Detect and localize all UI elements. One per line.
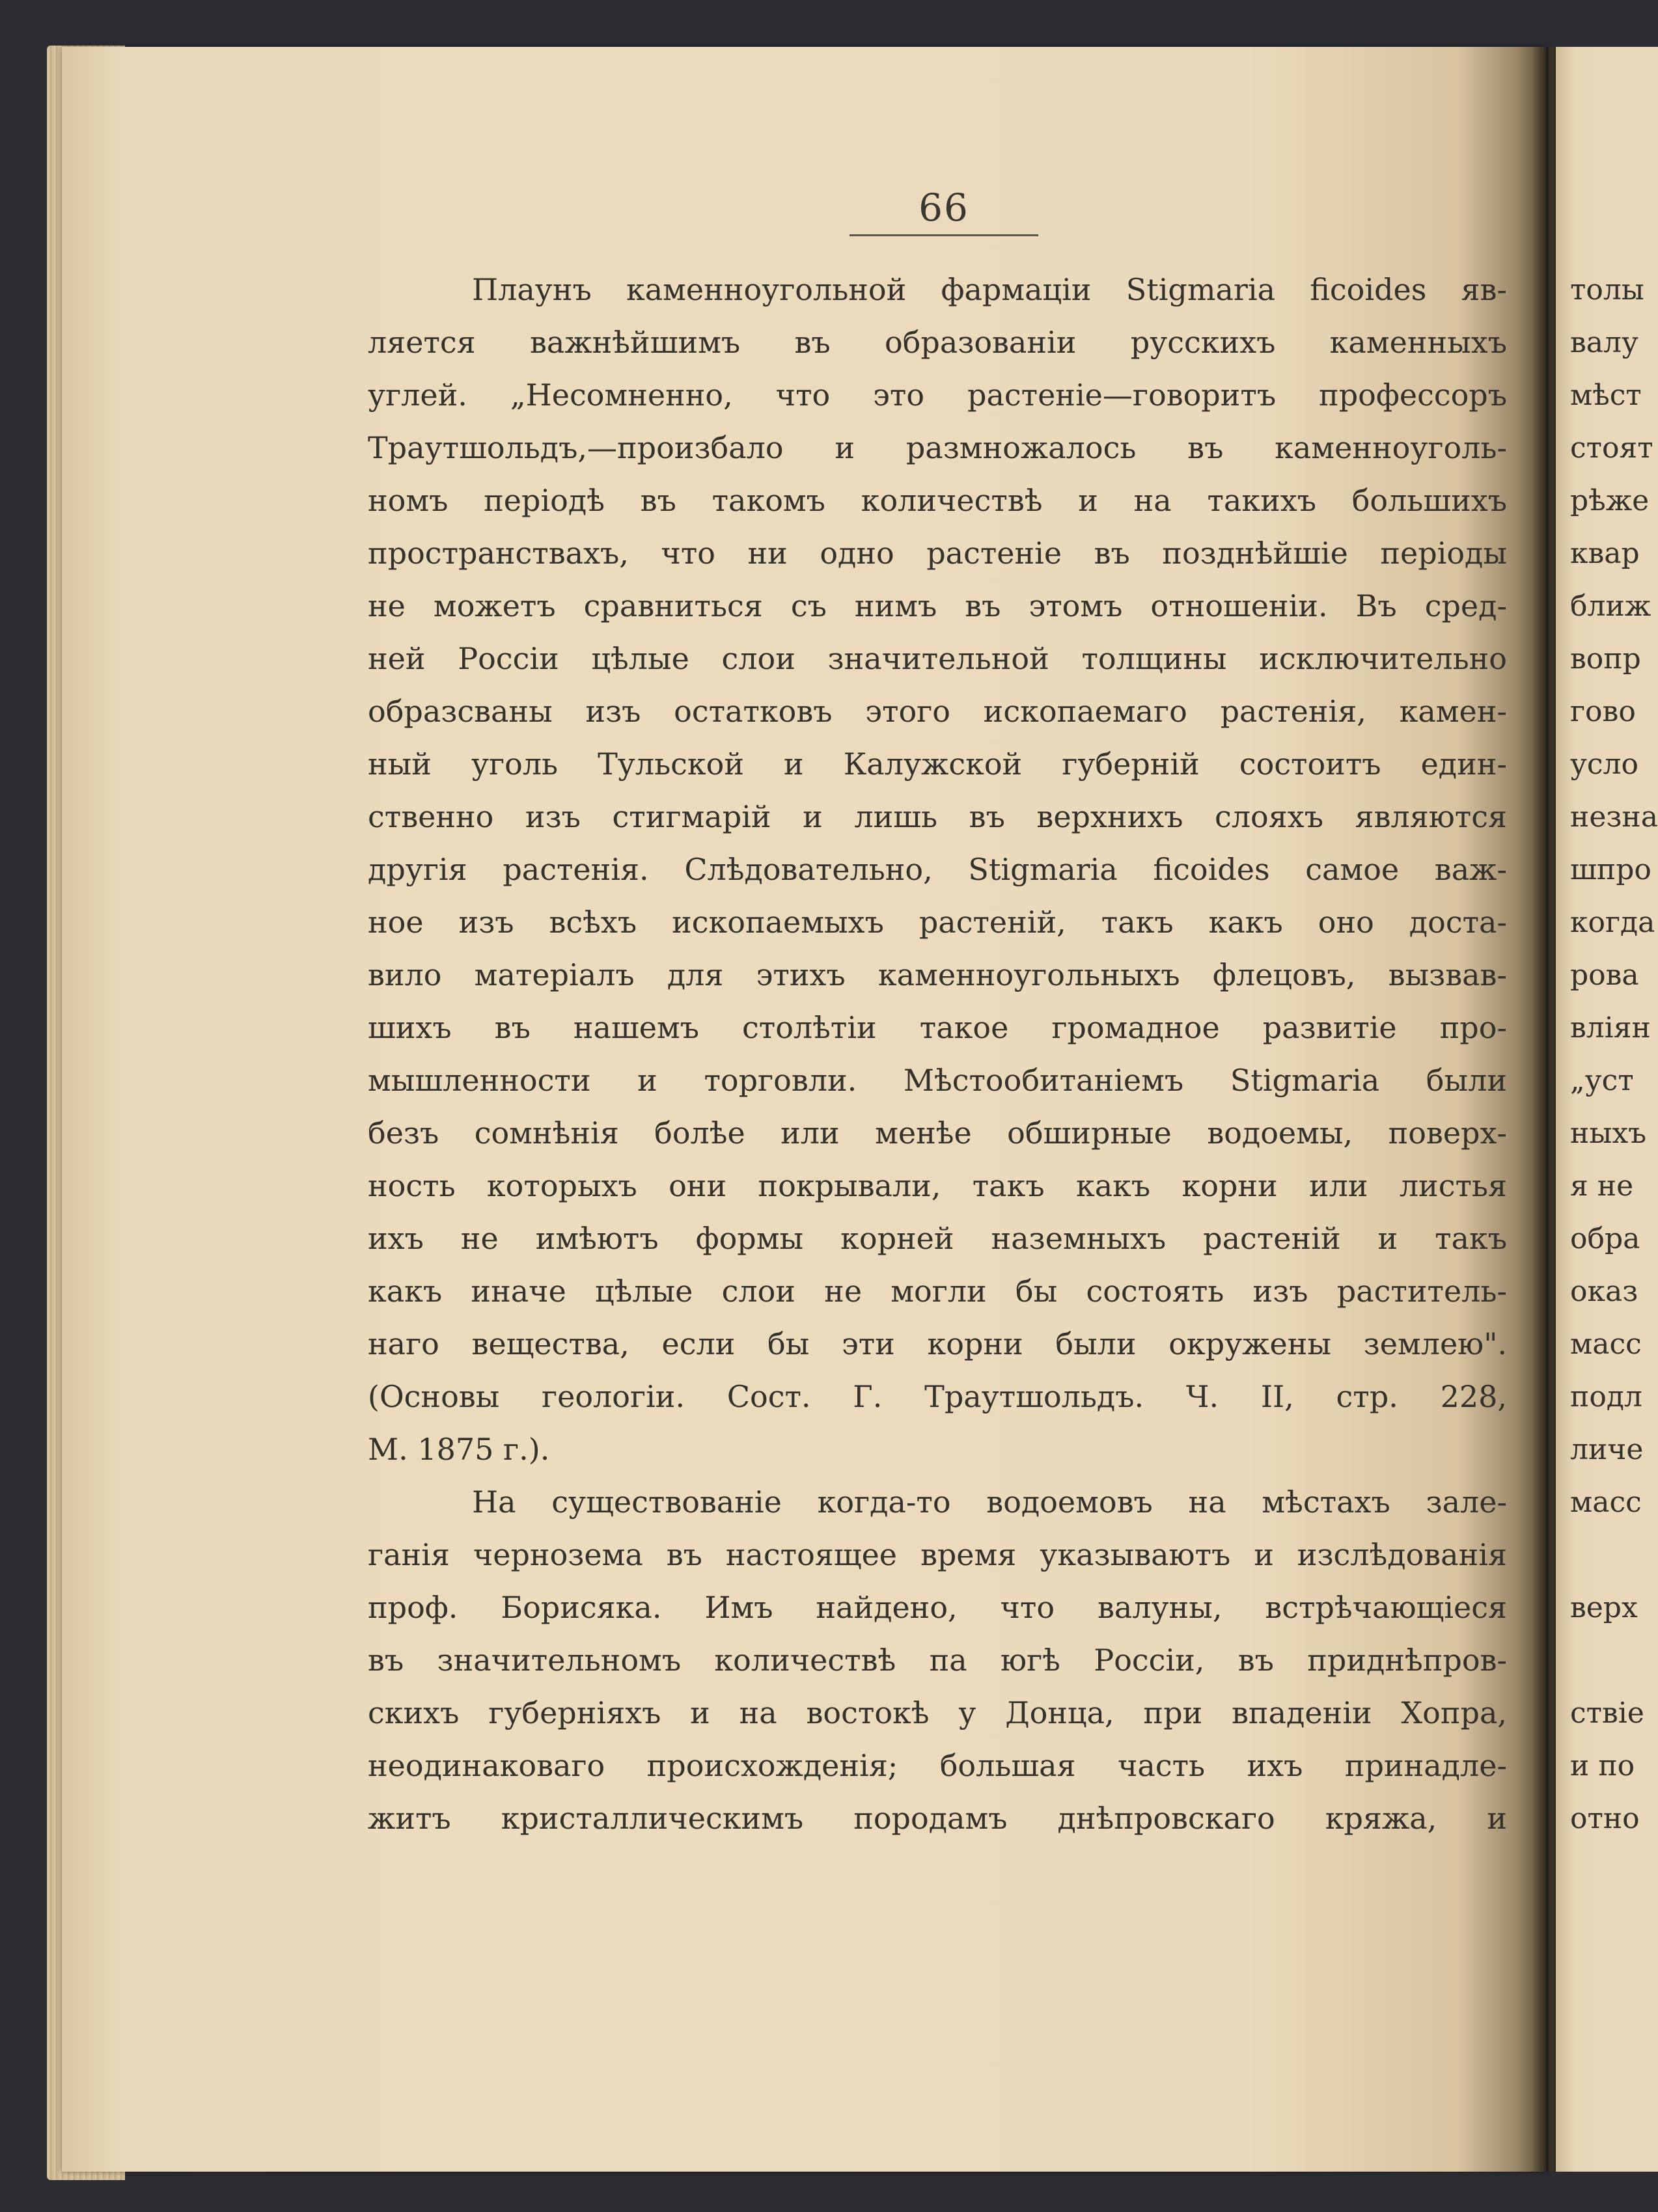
book-gutter-shadow (1517, 47, 1556, 2172)
text-line: ляется важнѣйшимъ въ образованiи русскихъ каменныхъ (368, 325, 1507, 360)
text-line: (Основы геологiи. Сост. Г. Траутшольдъ. Ч. II, стр. 228, (368, 1379, 1507, 1414)
right-text-fragment: шпро (1570, 853, 1651, 886)
right-text-fragment: ближ (1570, 590, 1651, 623)
text-line: не можетъ сравниться съ нимъ въ этомъ отношенiи. Въ сред- (368, 588, 1507, 623)
text-line: Траутшольдъ,—произбало и размножалось въ каменноуголь- (368, 430, 1507, 465)
text-line: ность которыхъ они покрывали, такъ какъ корни или листья (368, 1168, 1507, 1203)
right-text-fragment: валу (1570, 326, 1638, 359)
right-text-fragment: оказ (1570, 1275, 1638, 1308)
right-text-fragment: ствiе (1570, 1697, 1644, 1730)
text-line: шихъ въ нашемъ столѣтiи такое громадное развитiе про- (368, 1010, 1507, 1045)
right-text-fragment: мѣст (1570, 379, 1642, 412)
right-text-fragment: вопр (1570, 642, 1641, 676)
right-text-fragment: верх (1570, 1591, 1638, 1624)
text-line: Плаунъ каменноугольной фармацiи Stigmaria ficoides яв- (472, 272, 1507, 307)
right-text-fragment: обра (1570, 1222, 1640, 1255)
right-text-fragment: незна (1570, 800, 1658, 834)
text-line: углей. „Несомненно, что это растенiе—говоритъ профессоръ (368, 377, 1507, 413)
text-line: какъ иначе цѣлые слои не могли бы состоять изъ раститель- (368, 1274, 1507, 1309)
text-line: другiя растенiя. Слѣдовательно, Stigmaria ficoides самое важ- (368, 852, 1507, 887)
right-text-fragment: гово (1570, 695, 1636, 728)
text-line: ный уголь Тульской и Калужской губернiй состоитъ един- (368, 746, 1507, 782)
text-line: На существованiе когда-то водоемовъ на мѣстахъ зале- (472, 1484, 1507, 1520)
page-number: 66 (919, 185, 969, 230)
text-line: безъ сомнѣнiя болѣе или менѣе обширные водоемы, поверх- (368, 1115, 1507, 1151)
right-text-gap (1570, 1529, 1658, 1581)
text-line: житъ кристаллическимъ породамъ днѣпровскаго кряжа, и (368, 1801, 1507, 1836)
main-text-block (368, 264, 1507, 1845)
right-text-fragment: квар (1570, 537, 1640, 570)
text-line: проф. Борисяка. Имъ найдено, что валуны, встрѣчающiеся (368, 1590, 1507, 1625)
text-line: М. 1875 г.). (368, 1432, 550, 1467)
text-line: ганiя чернозема въ настоящее время указываютъ и изслѣдованiя (368, 1537, 1507, 1572)
text-line: пространствахъ, что ни одно растенiе въ позднѣйшiе перiоды (368, 536, 1507, 571)
right-text-fragment: и по (1570, 1749, 1635, 1782)
text-line: неодинаковаго происхожденiя; большая часть ихъ принадле- (368, 1748, 1507, 1783)
right-text-gap (1570, 1634, 1658, 1687)
text-line: ственно изъ стигмарiй и лишь въ верхнихъ слояхъ являются (368, 799, 1507, 834)
right-text-fragment: рѣже (1570, 484, 1650, 517)
text-line: номъ перiодѣ въ такомъ количествѣ и на такихъ большихъ (368, 483, 1507, 518)
text-line: наго вещества, если бы эти корни были окружены землею". (368, 1326, 1507, 1361)
right-page-text-fragments (1570, 264, 1658, 1845)
text-line: мышленности и торговли. Мѣстообитанiемъ Stigmaria были (368, 1063, 1507, 1098)
right-text-fragment: „уст (1570, 1064, 1634, 1097)
right-text-fragment: личе (1570, 1433, 1644, 1466)
right-text-fragment: отно (1570, 1802, 1640, 1835)
right-text-fragment: влiян (1570, 1011, 1651, 1045)
text-line: образсваны изъ остатковъ этого ископаемаго растенiя, камен- (368, 694, 1507, 729)
right-text-fragment: усло (1570, 748, 1638, 781)
text-line: ней Россiи цѣлые слои значительной толщины исключительно (368, 641, 1507, 676)
right-text-fragment: масс (1570, 1486, 1642, 1519)
right-text-fragment: масс (1570, 1328, 1642, 1361)
right-text-fragment: когда (1570, 906, 1655, 939)
text-line: ное изъ всѣхъ ископаемыхъ растенiй, такъ какъ оно доста- (368, 905, 1507, 940)
text-line: въ значительномъ количествѣ па югѣ Россiи, въ приднѣпров- (368, 1643, 1507, 1678)
right-text-fragment: подл (1570, 1380, 1642, 1413)
right-text-fragment: ныхъ (1570, 1117, 1647, 1150)
text-line: вило матерiалъ для этихъ каменноугольныхъ флецовъ, вызвав- (368, 957, 1507, 992)
right-text-fragment: я не (1570, 1169, 1634, 1203)
text-line: скихъ губернiяхъ и на востокѣ у Донца, при впаденiи Хопра, (368, 1695, 1507, 1730)
right-text-fragment: стоят (1570, 431, 1653, 465)
page-number-rule (850, 234, 1038, 236)
right-text-fragment: толы (1570, 273, 1644, 307)
right-text-fragment: рова (1570, 959, 1639, 992)
text-line: ихъ не имѣютъ формы корней наземныхъ растенiй и такъ (368, 1221, 1507, 1256)
